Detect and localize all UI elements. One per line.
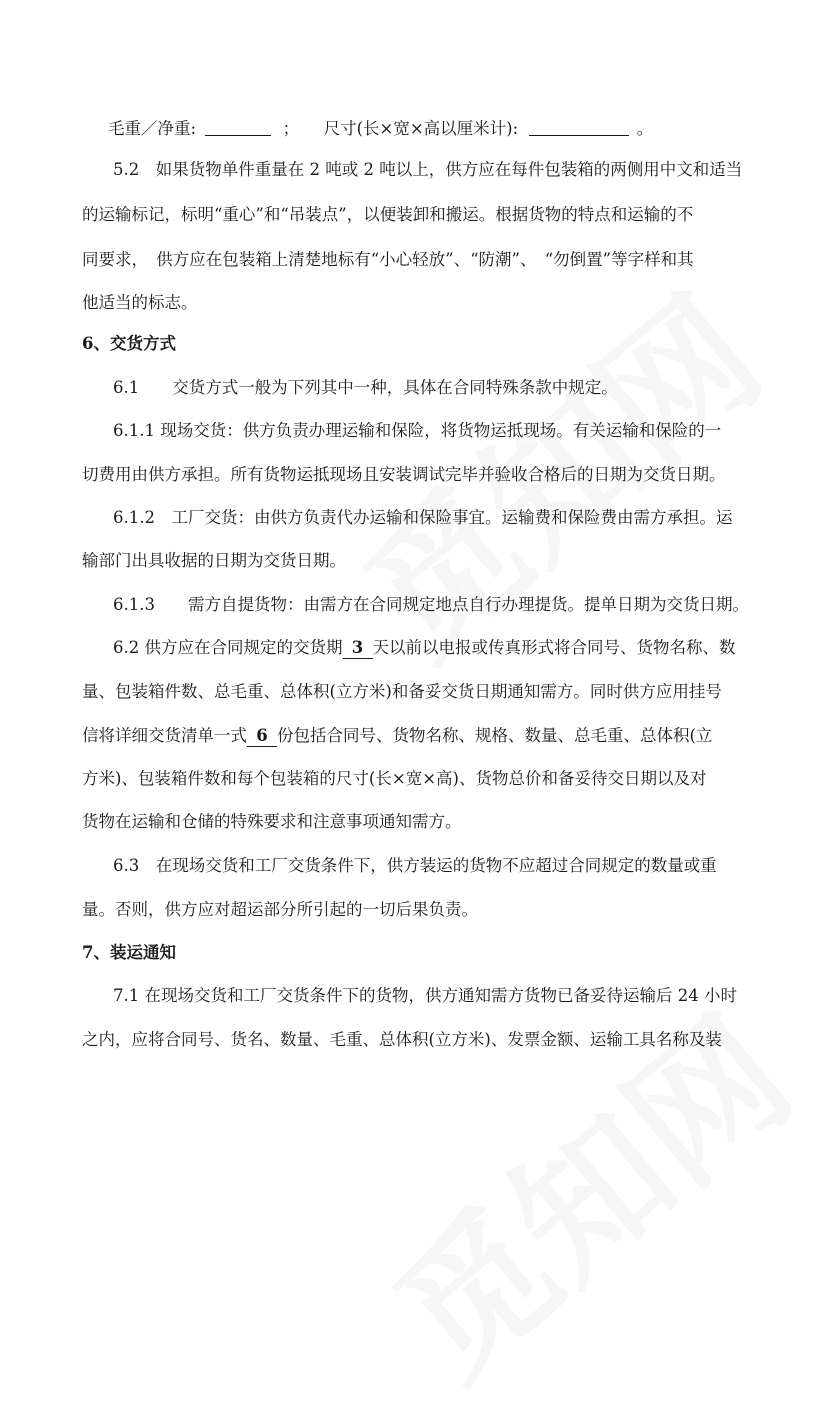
text-segment: 份包括合同号、货物名称、规格、数量、总毛重、总体积(立 bbox=[277, 726, 713, 745]
paragraph-line: 6.1.3 需方自提货物：由需方在合同规定地点自行办理提货。提单日期为交货日期。 bbox=[113, 595, 749, 614]
text-segment: 6.2 供方应在合同规定的交货期 bbox=[113, 638, 343, 657]
paragraph-line: 的运输标记，标明“重心”和“吊装点”，以便装卸和搬运。根据货物的特点和运输的不 bbox=[82, 205, 694, 224]
paragraph-line-gross-net-weight bbox=[108, 117, 808, 140]
paragraph-line: 量、包装箱件数、总毛重、总体积(立方米)和备妥交货日期通知需方。同时供方应用挂号 bbox=[82, 682, 722, 701]
paragraph-line: 6.3 在现场交货和工厂交货条件下，供方装运的货物不应超过合同规定的数量或重 bbox=[113, 856, 717, 875]
paragraph-line: 货物在运输和仓储的特殊要求和注意事项通知需方。 bbox=[82, 812, 462, 831]
paragraph-line: 之内，应将合同号、货名、数量、毛重、总体积(立方米)、发票金额、运输工具名称及装 bbox=[82, 1030, 722, 1049]
period-text: 。 bbox=[636, 119, 654, 138]
paragraph-line: 6.1 交货方式一般为下列其中一种，具体在合同特殊条款中规定。 bbox=[113, 378, 618, 397]
text-segment: 信将详细交货清单一式 bbox=[82, 726, 247, 745]
weight-label: 毛重／净重: bbox=[108, 119, 197, 138]
paragraph-line: 切费用由供方承担。所有货物运抵现场且安装调试完毕并验收合格后的日期为交货日期。 bbox=[82, 465, 726, 484]
paragraph-line: 量。否则，供方应对超运部分所引起的一切后果负责。 bbox=[82, 900, 478, 919]
separator-text: ； bbox=[282, 119, 300, 138]
paragraph-line: 同要求， 供方应在包装箱上清楚地标有“小心轻放”、“防潮”、 “勿倒置”等字样和其 bbox=[82, 250, 694, 269]
paragraph-line: 6.1.2 工厂交货：由供方负责代办运输和保险事宜。运输费和保险费由需方承担。运 bbox=[113, 508, 733, 527]
paragraph-line: 方米)、包装箱件数和每个包装箱的尺寸(长×宽×高)、货物总价和备妥待交日期以及对 bbox=[82, 769, 707, 788]
notice-days-value: 3 bbox=[343, 638, 373, 659]
paragraph-line-copies bbox=[82, 725, 830, 747]
copies-value: 6 bbox=[247, 726, 277, 747]
section-heading-delivery-method: 6、交货方式 bbox=[82, 334, 176, 353]
paragraph-line-delivery-notice bbox=[113, 637, 830, 659]
paragraph-line: 6.1.1 现场交货：供方负责办理运输和保险，将货物运抵现场。有关运输和保险的一 bbox=[113, 421, 722, 440]
text-segment: 天以前以电报或传真形式将合同号、货物名称、数 bbox=[372, 638, 736, 657]
dimension-blank bbox=[529, 117, 629, 136]
weight-blank bbox=[205, 117, 271, 136]
paragraph-line: 7.1 在现场交货和工厂交货条件下的货物，供方通知需方货物已备妥待运输后 24 小时 bbox=[113, 986, 737, 1005]
paragraph-line: 5.2 如果货物单件重量在 2 吨或 2 吨以上，供方应在每件包装箱的两侧用中文和适当 bbox=[113, 160, 743, 179]
dimension-label: 尺寸(长×宽×高以厘米计): bbox=[323, 119, 519, 138]
paragraph-line: 输部门出具收据的日期为交货日期。 bbox=[82, 551, 346, 570]
section-heading-shipping-notice: 7、装运通知 bbox=[82, 943, 176, 962]
paragraph-line: 他适当的标志。 bbox=[82, 293, 198, 312]
